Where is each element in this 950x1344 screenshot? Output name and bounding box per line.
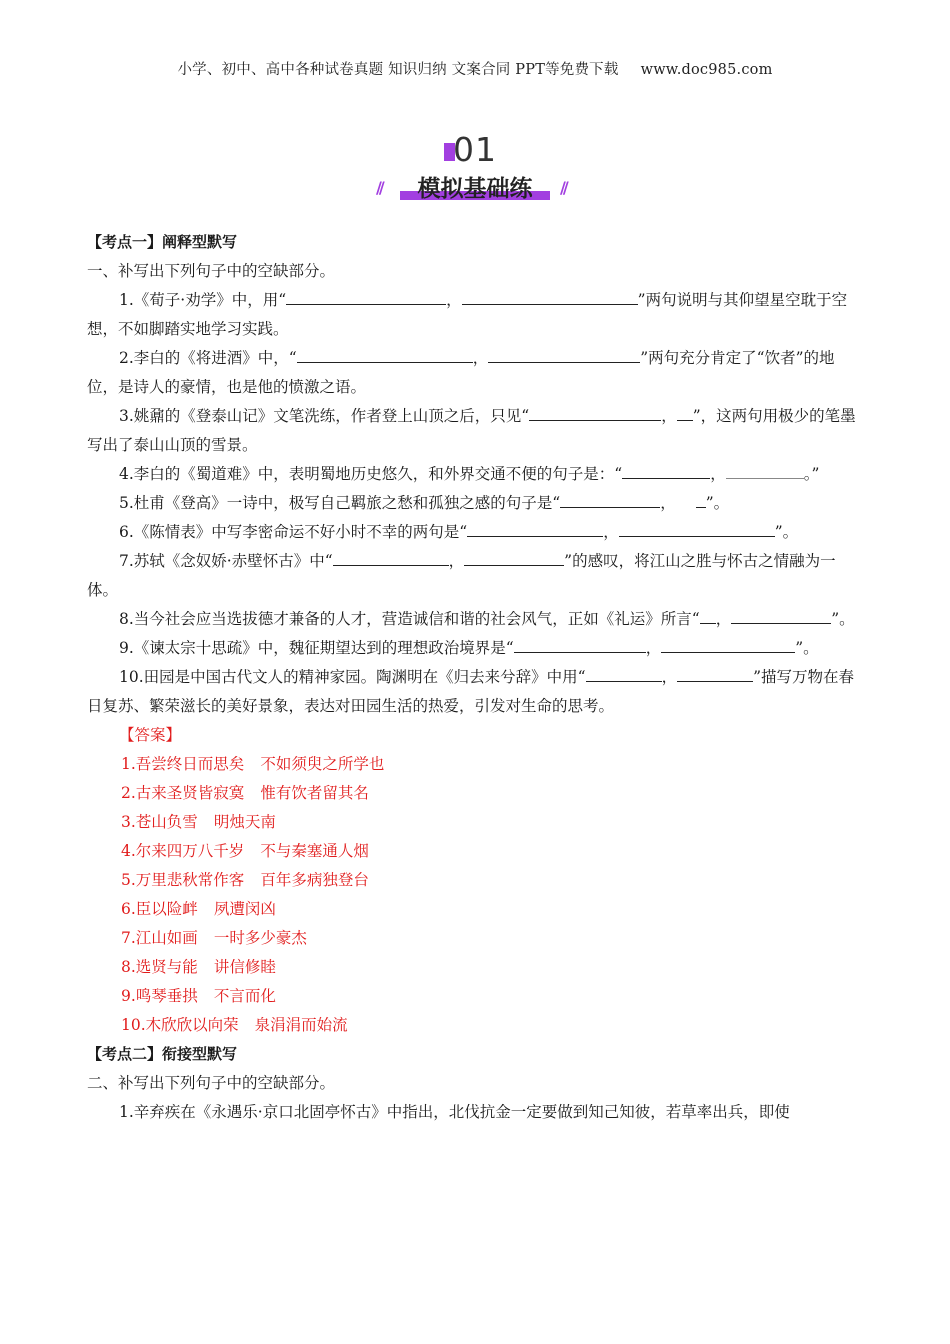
answer-label: 【答案】 [119,726,182,744]
banner-title: 模拟基础练 [417,176,533,202]
answer-blank[interactable] [586,663,662,682]
question-3: 3.姚鼐的《登泰山记》文笔洗练，作者登上山顶之后，只见“ ， ”，这两句用极少的笔墨写出了泰山山顶的雪景。 [87,402,865,460]
answer-item: 4.尔来四万八千岁 不与秦塞通人烟 [121,842,369,860]
banner-slash-right-icon: // [560,178,566,197]
answer-blank[interactable] [514,634,646,653]
answer-blank[interactable] [488,344,640,363]
answer-blank[interactable] [696,489,706,508]
answer-item: 7.江山如画 一时多少豪杰 [121,929,307,947]
section-banner [360,128,590,210]
question-7: 7.苏轼《念奴娇·赤壁怀古》中“ ， ”的感叹，将江山之胜与怀古之情融为一体。 [87,547,865,605]
site-header-text: 小学、初中、高中各种试卷真题 知识归纳 文案合同 PPT等免费下载 [177,62,619,78]
banner-slash-left-icon: // [376,178,382,197]
question-9: 9.《谏太宗十思疏》中，魏征期望达到的理想政治境界是“ ， ”。 [87,634,865,663]
answer-blank[interactable] [529,402,661,421]
answer-key [121,721,865,1040]
answer-item: 8.选贤与能 讲信修睦 [121,958,276,976]
section1-instruction: 一、补写出下列句子中的空缺部分。 [87,262,336,280]
question-1: 1.《荀子·劝学》中，用“ ， ”两句说明与其仰望星空耽于空想，不如脚踏实地学习实践。 [87,286,865,344]
answer-blank[interactable] [462,286,638,305]
answer-item: 6.臣以险衅 夙遭闵凶 [121,900,276,918]
section2-title: 【考点二】衔接型默写 [87,1045,238,1063]
answer-blank[interactable] [661,634,795,653]
answer-blank[interactable] [726,460,804,479]
question-5: 5.杜甫《登高》一诗中，极写自己羁旅之愁和孤独之感的句子是“ ， ”。 [87,489,865,518]
answer-blank[interactable] [560,489,660,508]
question-2: 2.李白的《将进酒》中，“ ， ”两句充分肯定了“饮者”的地位，是诗人的豪情，也是他的愤激之语。 [87,344,865,402]
answer-item: 5.万里悲秋常作客 百年多病独登台 [121,871,369,889]
section1-title: 【考点一】阐释型默写 [87,233,238,251]
answer-blank[interactable] [464,547,564,566]
answer-blank[interactable] [333,547,449,566]
question-6: 6.《陈情表》中写李密命运不好小时不幸的两句是“ ， ”。 [87,518,865,547]
answer-item: 1.吾尝终日而思矣 不如须臾之所学也 [121,755,385,773]
site-url[interactable]: www.doc985.com [640,62,773,78]
answer-blank[interactable] [700,605,716,624]
question-8: 8.当今社会应当选拔德才兼备的人才，营造诚信和谐的社会风气，正如《礼运》所言“ ， ”。 [87,605,865,634]
question-4: 4.李白的《蜀道难》中，表明蜀地历史悠久，和外界交通不便的句子是：“ ， 。” [87,460,865,489]
section2-instruction: 二、补写出下列句子中的空缺部分。 [87,1074,336,1092]
answer-blank[interactable] [731,605,831,624]
answer-blank[interactable] [467,518,603,537]
question-10: 10.田园是中国古代文人的精神家园。陶渊明在《归去来兮辞》中用“ ， ”描写万物在春日复苏、繁荣滋长的美好景象，表达对田园生活的热爱，引发对生命的思考。 [87,663,865,721]
answer-blank[interactable] [297,344,473,363]
answer-item: 3.苍山负雪 明烛天南 [121,813,276,831]
banner-title-wrap [400,172,550,202]
banner-number: 01 [453,130,497,169]
answer-blank[interactable] [286,286,446,305]
answer-item: 2.古来圣贤皆寂寞 惟有饮者留其名 [121,784,369,802]
answer-blank[interactable] [677,402,693,421]
answer-item: 10.木欣欣以向荣 泉涓涓而始流 [121,1016,348,1034]
answer-item: 9.鸣琴垂拱 不言而化 [121,987,276,1005]
answer-blank[interactable] [622,460,710,479]
document-body [87,228,865,1127]
section2-question-1: 1.辛弃疾在《永遇乐·京口北固亭怀古》中指出，北伐抗金一定要做到知己知彼，若草率出兵，即使 [119,1103,790,1121]
answer-blank[interactable] [677,663,753,682]
site-header [0,58,950,79]
answer-blank[interactable] [619,518,775,537]
